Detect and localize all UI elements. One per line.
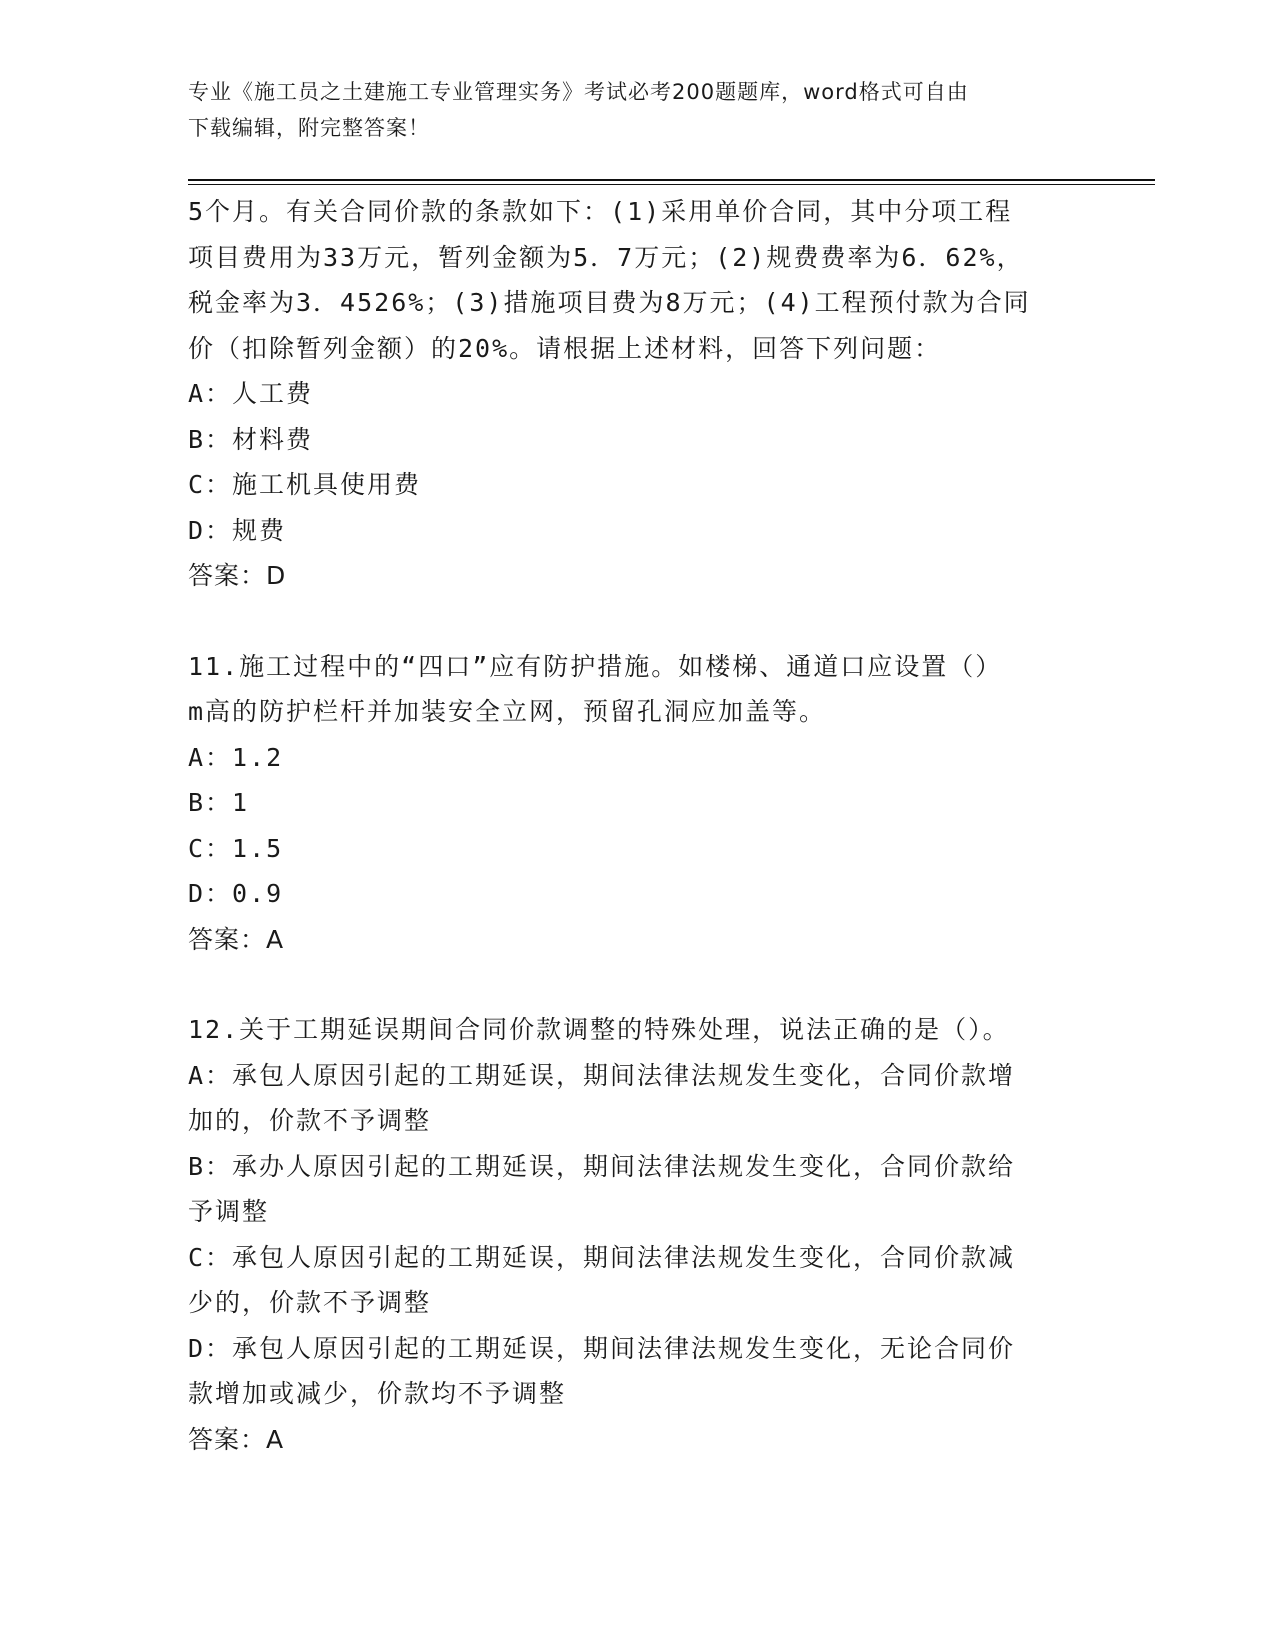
option-b-line-1: B：承办人原因引起的工期延误，期间法律法规发生变化，合同价款给 bbox=[188, 1151, 1016, 1181]
header-title-line-1: 专业《施工员之土建施工专业管理实务》考试必考200题题库，word格式可自由 bbox=[188, 80, 969, 104]
option-b: B：材料费 bbox=[188, 424, 314, 454]
answer: 答案：A bbox=[188, 1424, 285, 1454]
question-stem-line: 12.关于工期延误期间合同价款调整的特殊处理，说法正确的是（）。 bbox=[188, 1015, 1010, 1044]
option-d-line-2: 款增加或减少，价款均不予调整 bbox=[188, 1379, 567, 1408]
option-a: A：人工费 bbox=[188, 379, 314, 408]
question-stem-line: 项目费用为33万元，暂列金额为5．7万元；(2)规费费率为6．62%， bbox=[188, 242, 1024, 272]
question-stem-line: 5个月。有关合同价款的条款如下：(1)采用单价合同，其中分项工程 bbox=[188, 197, 1013, 226]
option-c-line-2: 少的，价款不予调整 bbox=[188, 1288, 432, 1317]
question-stem-line: m高的防护栏杆并加装安全立网，预留孔洞应加盖等。 bbox=[188, 697, 827, 726]
option-d: D：0.9 bbox=[188, 879, 284, 908]
header-title-line-2: 下载编辑，附完整答案！ bbox=[188, 116, 430, 140]
header-divider-thick bbox=[188, 179, 1155, 181]
question-stem-line: 税金率为3．4526%；(3)措施项目费为8万元；(4)工程预付款为合同 bbox=[188, 288, 1031, 317]
answer: 答案：A bbox=[188, 924, 285, 954]
option-d-line-1: D：承包人原因引起的工期延误，期间法律法规发生变化，无论合同价 bbox=[188, 1333, 1016, 1363]
question-12 bbox=[188, 1007, 1083, 1462]
option-c-line-1: C：承包人原因引起的工期延误，期间法律法规发生变化，合同价款减 bbox=[188, 1242, 1016, 1272]
question-content bbox=[188, 189, 1083, 1462]
answer: 答案：D bbox=[188, 561, 287, 590]
document-header bbox=[188, 74, 1068, 146]
option-c: C：施工机具使用费 bbox=[188, 470, 422, 499]
option-b-line-2: 予调整 bbox=[188, 1197, 270, 1226]
option-a-line-1: A：承包人原因引起的工期延误，期间法律法规发生变化，合同价款增 bbox=[188, 1060, 1016, 1090]
header-divider-thin bbox=[188, 184, 1155, 185]
spacer bbox=[188, 962, 1083, 1007]
option-a-line-2: 加的，价款不予调整 bbox=[188, 1106, 432, 1135]
question-stem-line: 11.施工过程中的“四口”应有防护措施。如楼梯、通道口应设置（） bbox=[188, 651, 1003, 681]
option-b: B：1 bbox=[188, 788, 250, 817]
question-10 bbox=[188, 189, 1083, 599]
question-stem-line: 价（扣除暂列金额）的20%。请根据上述材料，回答下列问题： bbox=[188, 333, 942, 363]
option-c: C：1.5 bbox=[188, 833, 284, 863]
spacer bbox=[188, 599, 1083, 644]
question-11 bbox=[188, 644, 1083, 963]
option-a: A：1.2 bbox=[188, 742, 284, 772]
option-d: D：规费 bbox=[188, 515, 287, 545]
